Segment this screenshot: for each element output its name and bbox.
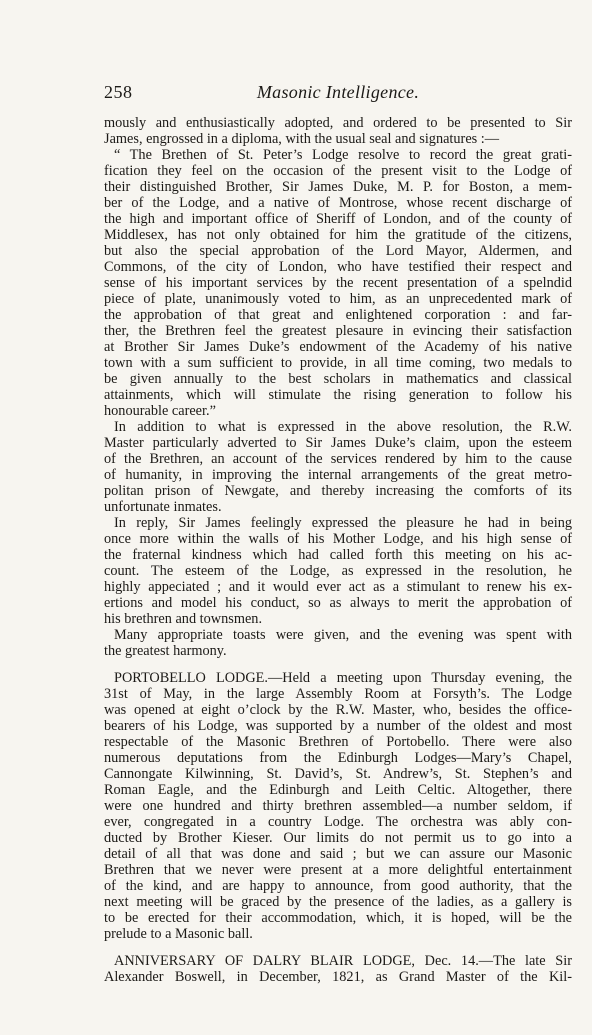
text-line: ertions and model his conduct, so as always to merit the approbation of (104, 595, 572, 611)
text-line: Master particularly adverted to Sir James Duke’s claim, upon the esteem (104, 435, 572, 451)
text-line: once more within the walls of his Mother Lodge, and his high sense of (104, 531, 572, 547)
text-line: “ The Brethen of St. Peter’s Lodge resolve to record the great grati- (114, 147, 572, 163)
text-line: count. The esteem of the Lodge, as expressed in the resolution, he (104, 563, 572, 579)
text-line: ducted by Brother Kieser. Our limits do not permit us to go into a (104, 830, 572, 846)
text-line: at Brother Sir James Duke’s endowment of the Academy of his native (104, 339, 572, 355)
text-line: the high and important office of Sheriff of London, and of the county of (104, 211, 572, 227)
text-line: Many appropriate toasts were given, and the evening was spent with (114, 627, 572, 643)
text-line: Alexander Boswell, in December, 1821, as Grand Master of the Kil- (104, 969, 572, 985)
text-line: the greatest harmony. (104, 643, 227, 659)
text-line: Cannongate Kilwinning, St. David’s, St. Andrew’s, St. Stephen’s and (104, 766, 572, 782)
page-number: 258 (104, 82, 133, 102)
text-line: was opened at eight o’clock by the R.W. Master, who, besides the office- (104, 702, 572, 718)
text-line: highly appeciated ; and it would ever act as a stimulant to renew his ex- (104, 579, 572, 595)
text-line: unfortunate inmates. (104, 499, 222, 515)
text-line: ANNIVERSARY OF DALRY BLAIR LODGE, Dec. 14.—The late Sir (114, 953, 572, 969)
text-line: the approbation of that great and enlightened corporation : and far- (104, 307, 572, 323)
text-line: sense of his important services by the recent presentation of a spelndid (104, 275, 572, 291)
text-line: politan prison of Newgate, and thereby increasing the comforts of its (104, 483, 572, 499)
page-header (104, 82, 572, 108)
text-line: but also the special approbation of the Lord Mayor, Aldermen, and (104, 243, 572, 259)
text-line: In addition to what is expressed in the above resolution, the R.W. (114, 419, 572, 435)
running-title: Masonic Intelligence. (256, 82, 420, 102)
paragraph-gap (104, 659, 572, 670)
body-text (104, 115, 572, 985)
text-line: fication they feel on the occasion of the present visit to the Lodge of (104, 163, 572, 179)
text-line: detail of all that was done and said ; but we can assure our Masonic (104, 846, 572, 862)
text-line: his brethren and townsmen. (104, 611, 263, 627)
text-line: piece of plate, unanimously voted to him, as an unprecedented mark of (104, 291, 572, 307)
text-line: of humanity, in improving the internal arrangements of the great metro- (104, 467, 572, 483)
text-line: Roman Eagle, and the Edinburgh and Leith Celtic. Altogether, there (104, 782, 572, 798)
text-line: 31st of May, in the large Assembly Room at Forsyth’s. The Lodge (104, 686, 572, 702)
text-line: ther, the Brethren feel the greatest plesaure in evincing their satisfaction (104, 323, 572, 339)
text-line: mously and enthusiastically adopted, and ordered to be presented to Sir (104, 115, 572, 131)
text-line: respectable of the Masonic Brethren of Portobello. There were also (104, 734, 572, 750)
text-line: prelude to a Masonic ball. (104, 926, 253, 942)
text-line: numerous deputations from the Edinburgh Lodges—Mary’s Chapel, (104, 750, 572, 766)
text-line: town with a sum sufficient to provide, in all time coming, two medals to (104, 355, 572, 371)
text-line: ever, congregated in a country Lodge. The orchestra was ably con- (104, 814, 572, 830)
text-line: Middlesex, has not only obtained for him the gratitude of the citizens, (104, 227, 572, 243)
text-line: to be erected for their accommodation, which, it is hoped, will be the (104, 910, 572, 926)
text-line: be given annually to the best scholars in mathematics and classical (104, 371, 572, 387)
text-line: Commons, of the city of London, who have testified their respect and (104, 259, 572, 275)
text-line: were one hundred and thirty brethren assembled—a number seldom, if (104, 798, 572, 814)
text-line: Brethren that we never were present at a more delightful entertainment (104, 862, 572, 878)
text-line: bearers of his Lodge, was supported by a number of the oldest and most (104, 718, 572, 734)
text-line: of the Brethren, an account of the services rendered by him to the cause (104, 451, 572, 467)
text-line: of the kind, and are happy to announce, from good authority, that the (104, 878, 572, 894)
paragraph-gap (104, 942, 572, 953)
text-line: honourable career.” (104, 403, 216, 419)
text-line: next meeting will be graced by the presence of the ladies, as a gallery is (104, 894, 572, 910)
text-line: James, engrossed in a diploma, with the usual seal and signatures :— (104, 131, 500, 147)
text-line: In reply, Sir James feelingly expressed the pleasure he had in being (114, 515, 572, 531)
text-line: attainments, which will stimulate the rising generation to follow his (104, 387, 572, 403)
text-line: their distinguished Brother, Sir James Duke, M. P. for Boston, a mem- (104, 179, 572, 195)
text-line: ber of the Lodge, and a native of Montrose, whose recent discharge of (104, 195, 572, 211)
text-line: PORTOBELLO LODGE.—Held a meeting upon Thursday evening, the (114, 670, 572, 686)
text-line: the fraternal kindness which had called forth this meeting on his ac- (104, 547, 572, 563)
